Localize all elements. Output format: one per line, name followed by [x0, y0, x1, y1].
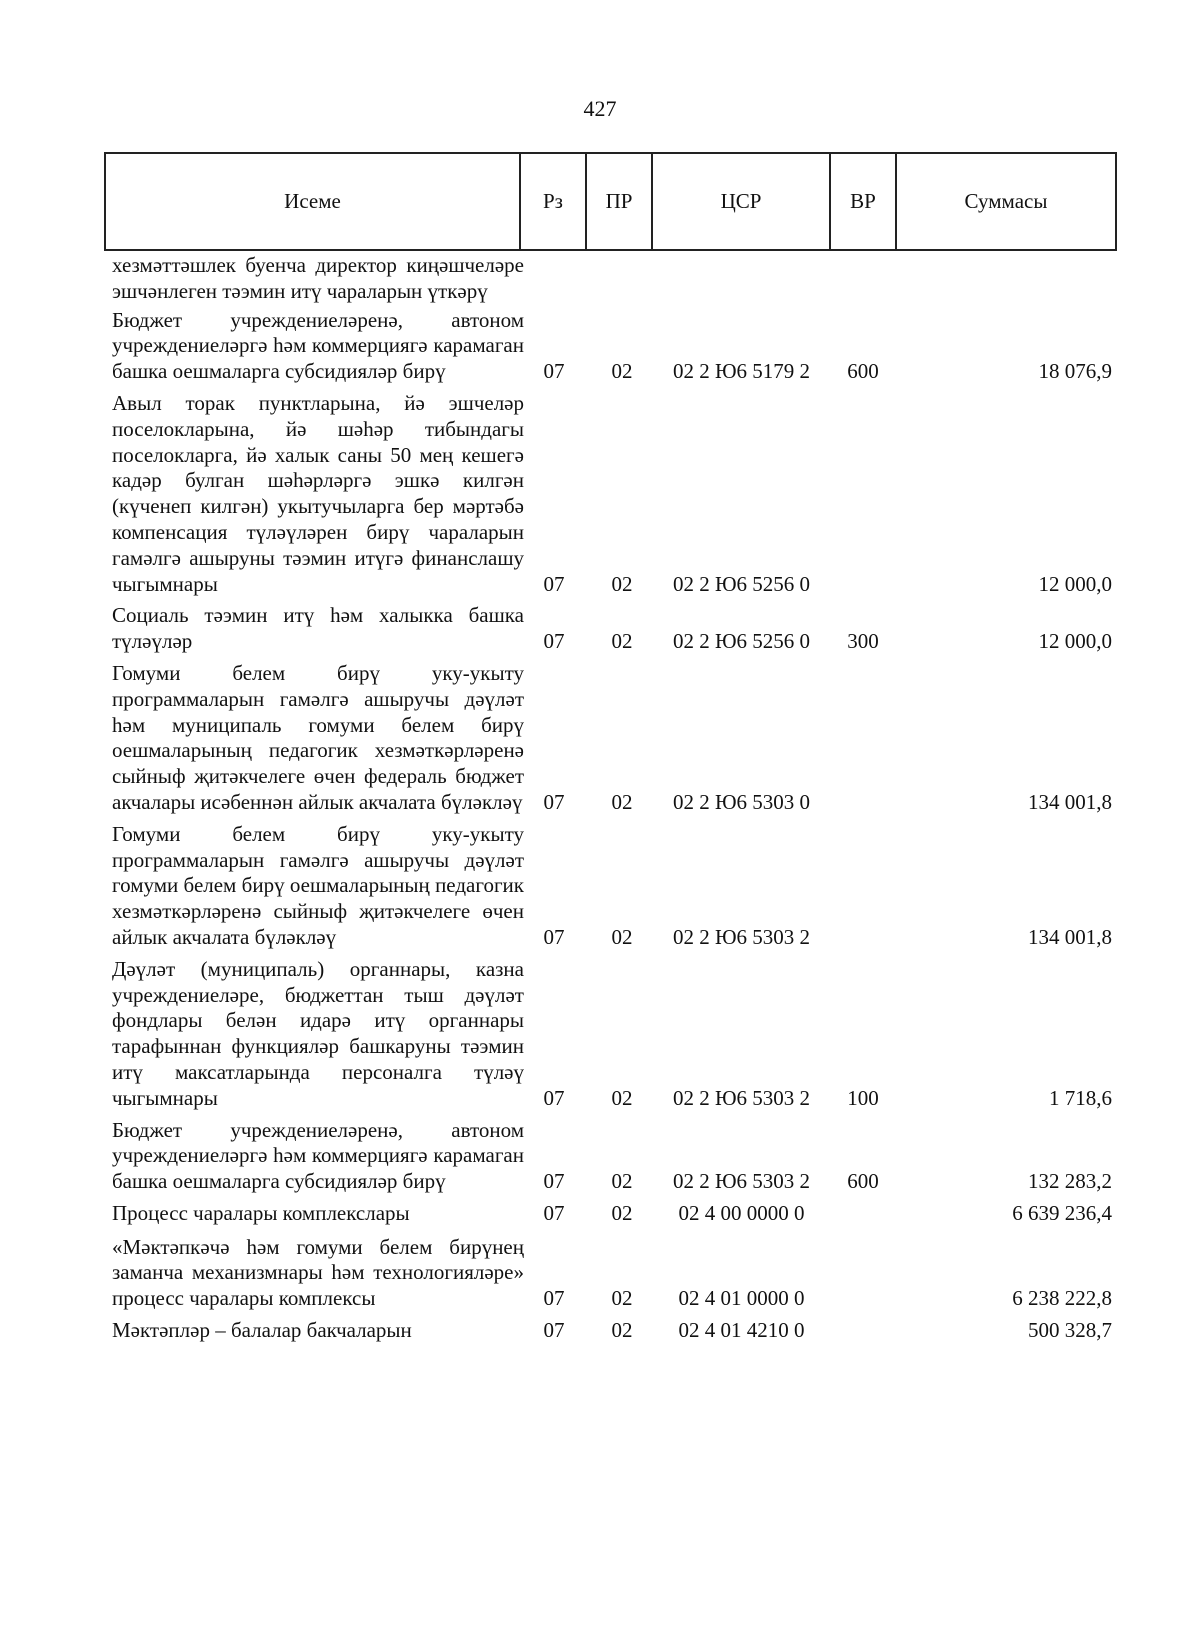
row-rz: 07 [543, 359, 565, 384]
row-rz: 07 [543, 924, 565, 949]
table-row [104, 1235, 1117, 1312]
row-pr: 02 [611, 1200, 633, 1225]
row-sum: 500 328,7 [1028, 1318, 1112, 1343]
row-pr: 02 [611, 1085, 633, 1110]
row-csr: 02 4 00 0000 0 [678, 1200, 805, 1225]
row-rz: 07 [543, 789, 565, 814]
row-name: Гомуми белем бирү уку-укыту программаларын гамәлгә ашыручы дәүләт гомуми белем бирү оешмаларының педагогик хезмәткәрләренә сыйныф җитәкчелеге өчен айлык акчалата бүләкләү [112, 821, 524, 949]
row-name: «Мәктәпкәчә һәм гомуми белем бирүнең заманча механизмнары һәм технологияләре» процесс чаралары комплексы [112, 1234, 524, 1311]
row-rz: 07 [543, 629, 565, 654]
row-csr: 02 2 Ю6 5303 2 [672, 1169, 811, 1194]
row-pr: 02 [611, 359, 633, 384]
row-pr: 02 [611, 1318, 633, 1343]
row-csr: 02 4 01 0000 0 [678, 1286, 805, 1311]
row-vr: 600 [847, 1169, 879, 1194]
row-name: Дәүләт (муниципаль) органнары, казна учреждениеләре, бюджеттан тыш дәүләт фондлары белән идарә итү органнары тарафыннан функцияләр башкаруны тәэмин итү максатларында персоналга түләү чыгымнары [112, 956, 524, 1110]
row-name: Бюджет учреждениеләренә, автоном учреждениеләргә һәм коммерциягә карамаган башка оешмаларга субсидияләр бирү [112, 307, 524, 384]
table-header [104, 152, 1117, 251]
row-rz: 07 [543, 1200, 565, 1225]
table-row [104, 1318, 1117, 1344]
row-vr: 100 [847, 1085, 879, 1110]
table-row [104, 661, 1117, 816]
column-header-vr: ВР [829, 154, 895, 249]
table-body [104, 253, 1117, 1344]
column-header-pr: ПР [585, 154, 651, 249]
column-header-sum: Суммасы [895, 154, 1115, 249]
row-rz: 07 [543, 1169, 565, 1194]
table-row [104, 253, 1117, 305]
row-csr: 02 2 Ю6 5256 0 [672, 571, 811, 596]
row-csr: 02 4 01 4210 0 [678, 1318, 805, 1343]
row-sum: 1 718,6 [1049, 1085, 1112, 1110]
row-sum: 134 001,8 [1028, 789, 1112, 814]
column-header-rz: Рз [519, 154, 585, 249]
table-row [104, 1118, 1117, 1195]
row-vr: 600 [847, 359, 879, 384]
row-pr: 02 [611, 924, 633, 949]
row-csr: 02 2 Ю6 5256 0 [672, 629, 811, 654]
row-name: Авыл торак пунктларына, йә эшчеләр поселокларына, йә шәһәр тибындагы поселокларга, йә халык саны 50 мең кешегә кадәр булган шәһәрләргә эшкә килгән (күченеп килгән) укытучыларга бер мәртәбә компенсация түләүләрен бирү чараларын гамәлгә ашыруны тәэмин итүгә финанслашу чыгымнары [112, 390, 524, 596]
page-number: 427 [583, 96, 617, 121]
row-vr: 300 [847, 629, 879, 654]
row-name: хезмәттәшлек буенча директор киңәшчеләре эшчәнлеген тәэмин итү чараларын үткәрү [112, 253, 524, 303]
row-pr: 02 [611, 571, 633, 596]
row-csr: 02 2 Ю6 5179 2 [672, 359, 811, 384]
column-header-csr: ЦСР [651, 154, 829, 249]
row-name: Гомуми белем бирү уку-укыту программаларын гамәлгә ашыручы дәүләт һәм муниципаль гомуми белем бирү оешмаларының педагогик хезмәткәрләренә сыйныф җитәкчелеге өчен федераль бюджет акчалары исәбеннән айлык акчалата бүләкләү [112, 660, 524, 814]
table-row [104, 957, 1117, 1112]
row-sum: 6 639 236,4 [1012, 1200, 1112, 1225]
row-csr: 02 2 Ю6 5303 2 [672, 924, 811, 949]
row-sum: 6 238 222,8 [1012, 1286, 1112, 1311]
row-name: Процесс чаралары комплекслары [112, 1200, 410, 1225]
row-csr: 02 2 Ю6 5303 0 [672, 789, 811, 814]
row-sum: 134 001,8 [1028, 924, 1112, 949]
row-sum: 12 000,0 [1038, 629, 1112, 654]
row-pr: 02 [611, 789, 633, 814]
row-name: Социаль тәэмин итү һәм халыкка башка түләүләр [112, 603, 524, 654]
table-row [104, 603, 1117, 655]
row-rz: 07 [543, 571, 565, 596]
row-rz: 07 [543, 1286, 565, 1311]
row-name: Бюджет учреждениеләренә, автоном учреждениеләргә һәм коммерциягә карамаган башка оешмаларга субсидияләр бирү [112, 1117, 524, 1194]
table-row [104, 308, 1117, 385]
row-csr: 02 2 Ю6 5303 2 [672, 1085, 811, 1110]
row-sum: 12 000,0 [1038, 571, 1112, 596]
row-name: Мәктәпләр – балалар бакчаларын [112, 1318, 412, 1343]
row-pr: 02 [611, 1286, 633, 1311]
table-row [104, 1201, 1117, 1227]
row-rz: 07 [543, 1085, 565, 1110]
table-row [104, 391, 1117, 597]
column-header-name: Исеме [284, 189, 341, 213]
row-pr: 02 [611, 629, 633, 654]
row-sum: 18 076,9 [1038, 359, 1112, 384]
row-rz: 07 [543, 1318, 565, 1343]
row-sum: 132 283,2 [1028, 1169, 1112, 1194]
row-pr: 02 [611, 1169, 633, 1194]
table-row [104, 822, 1117, 951]
